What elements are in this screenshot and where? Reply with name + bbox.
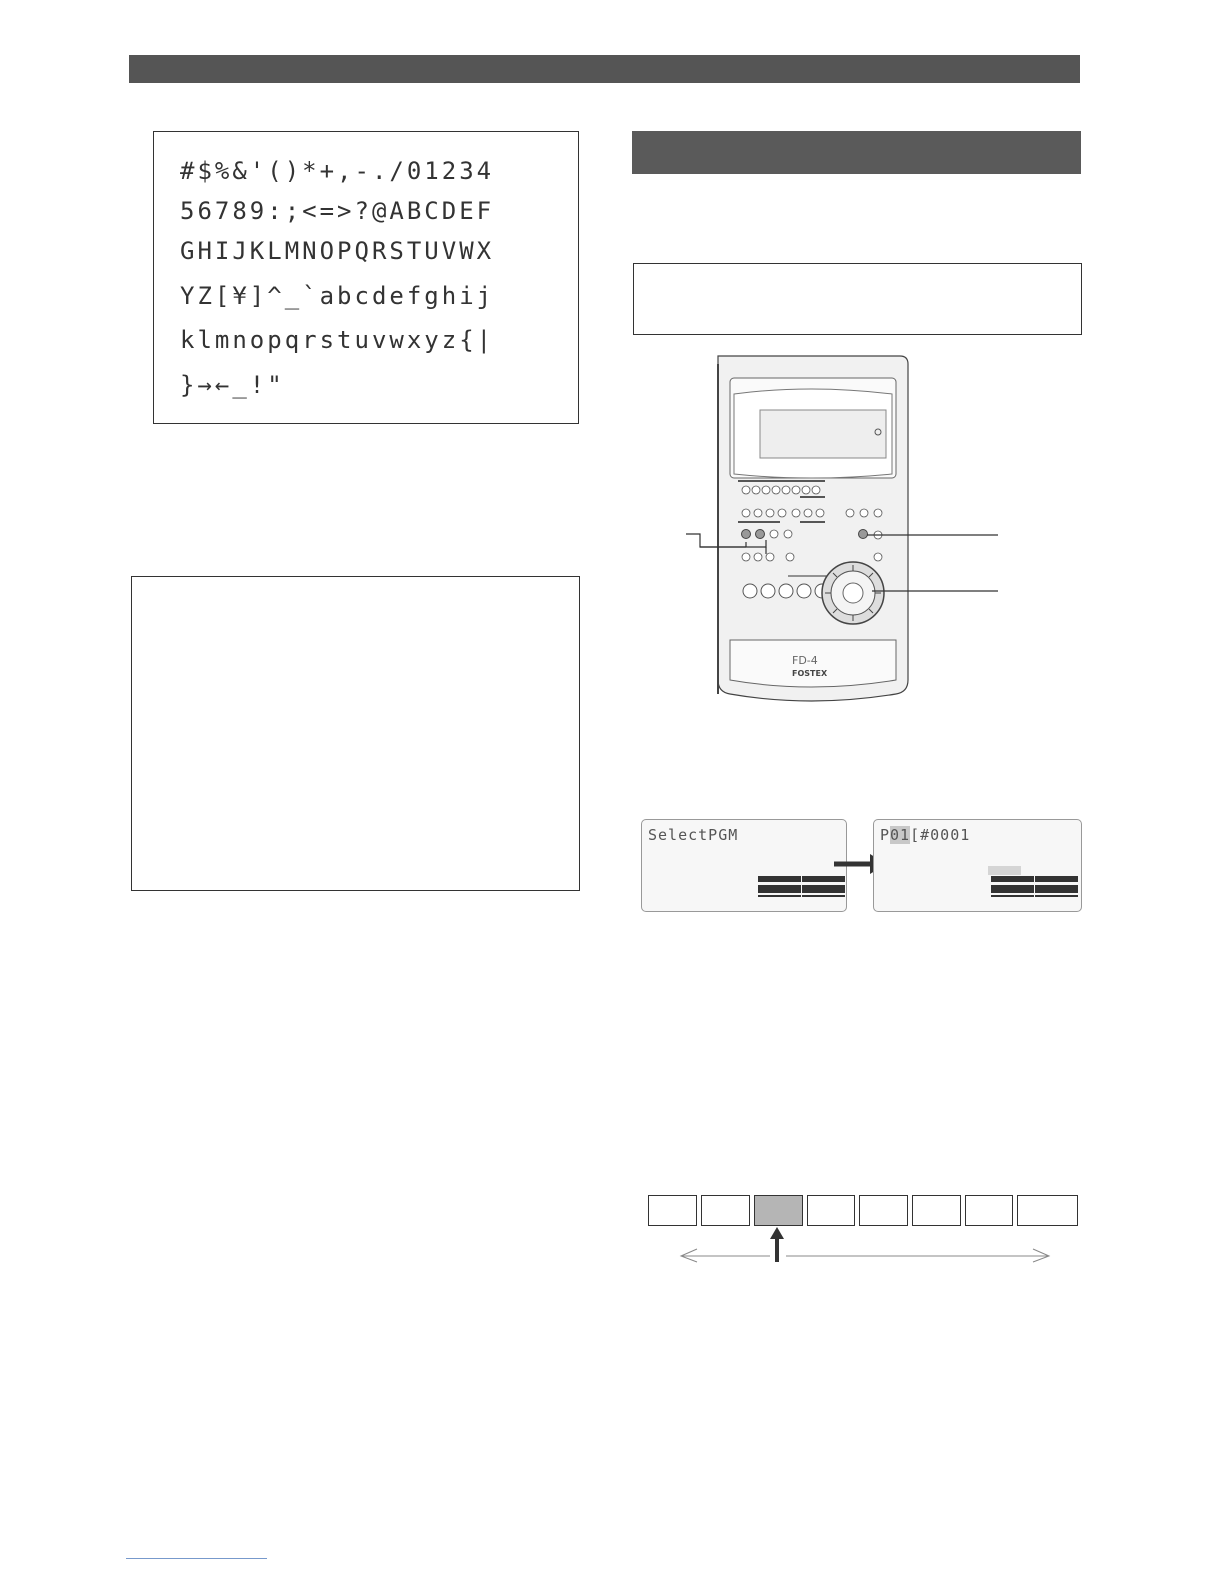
segment: [807, 1195, 855, 1226]
character-set-box: [153, 131, 579, 424]
lcd-prefix: P: [880, 826, 891, 844]
segment: [1017, 1195, 1078, 1226]
level-meter: [758, 876, 801, 900]
charset-line: YZ[¥]^_`abcdefghij: [180, 282, 495, 310]
level-meter: [991, 876, 1034, 900]
cursor-indicator: [988, 866, 1021, 875]
lcd-text: [880, 826, 970, 844]
segment-selected: [754, 1195, 803, 1226]
section-title-bar: [632, 131, 1081, 174]
callout-lines: [680, 520, 1010, 610]
lcd-display-after: [873, 819, 1082, 912]
charset-line: }→←_!": [180, 371, 285, 399]
footer-link[interactable]: [126, 1558, 267, 1559]
segment: [965, 1195, 1013, 1226]
charset-line: 56789:;<=>?@ABCDEF: [180, 197, 495, 225]
note-box: [633, 263, 1082, 335]
lcd-rest: [#0001: [910, 826, 971, 844]
lcd-highlight: 01: [890, 826, 911, 844]
charset-line: #$%&'()*+,-./01234: [180, 157, 495, 185]
model-label: FD-4: [792, 654, 818, 667]
lcd-display-before: [641, 819, 847, 912]
brand-label: FOSTEX: [792, 669, 828, 678]
lcd-text: SelectPGM: [648, 826, 739, 844]
charset-line: GHIJKLMNOPQRSTUVWX: [180, 237, 495, 265]
charset-line: klmnopqrstuvwxyz{|: [180, 326, 495, 354]
level-meter: [802, 876, 845, 900]
segment: [859, 1195, 908, 1226]
segment: [648, 1195, 697, 1226]
segment: [912, 1195, 961, 1226]
note-panel: [131, 576, 580, 891]
level-meter: [1035, 876, 1078, 900]
segment: [701, 1195, 750, 1226]
header-bar: [129, 55, 1080, 83]
range-arrows: [675, 1226, 1060, 1266]
